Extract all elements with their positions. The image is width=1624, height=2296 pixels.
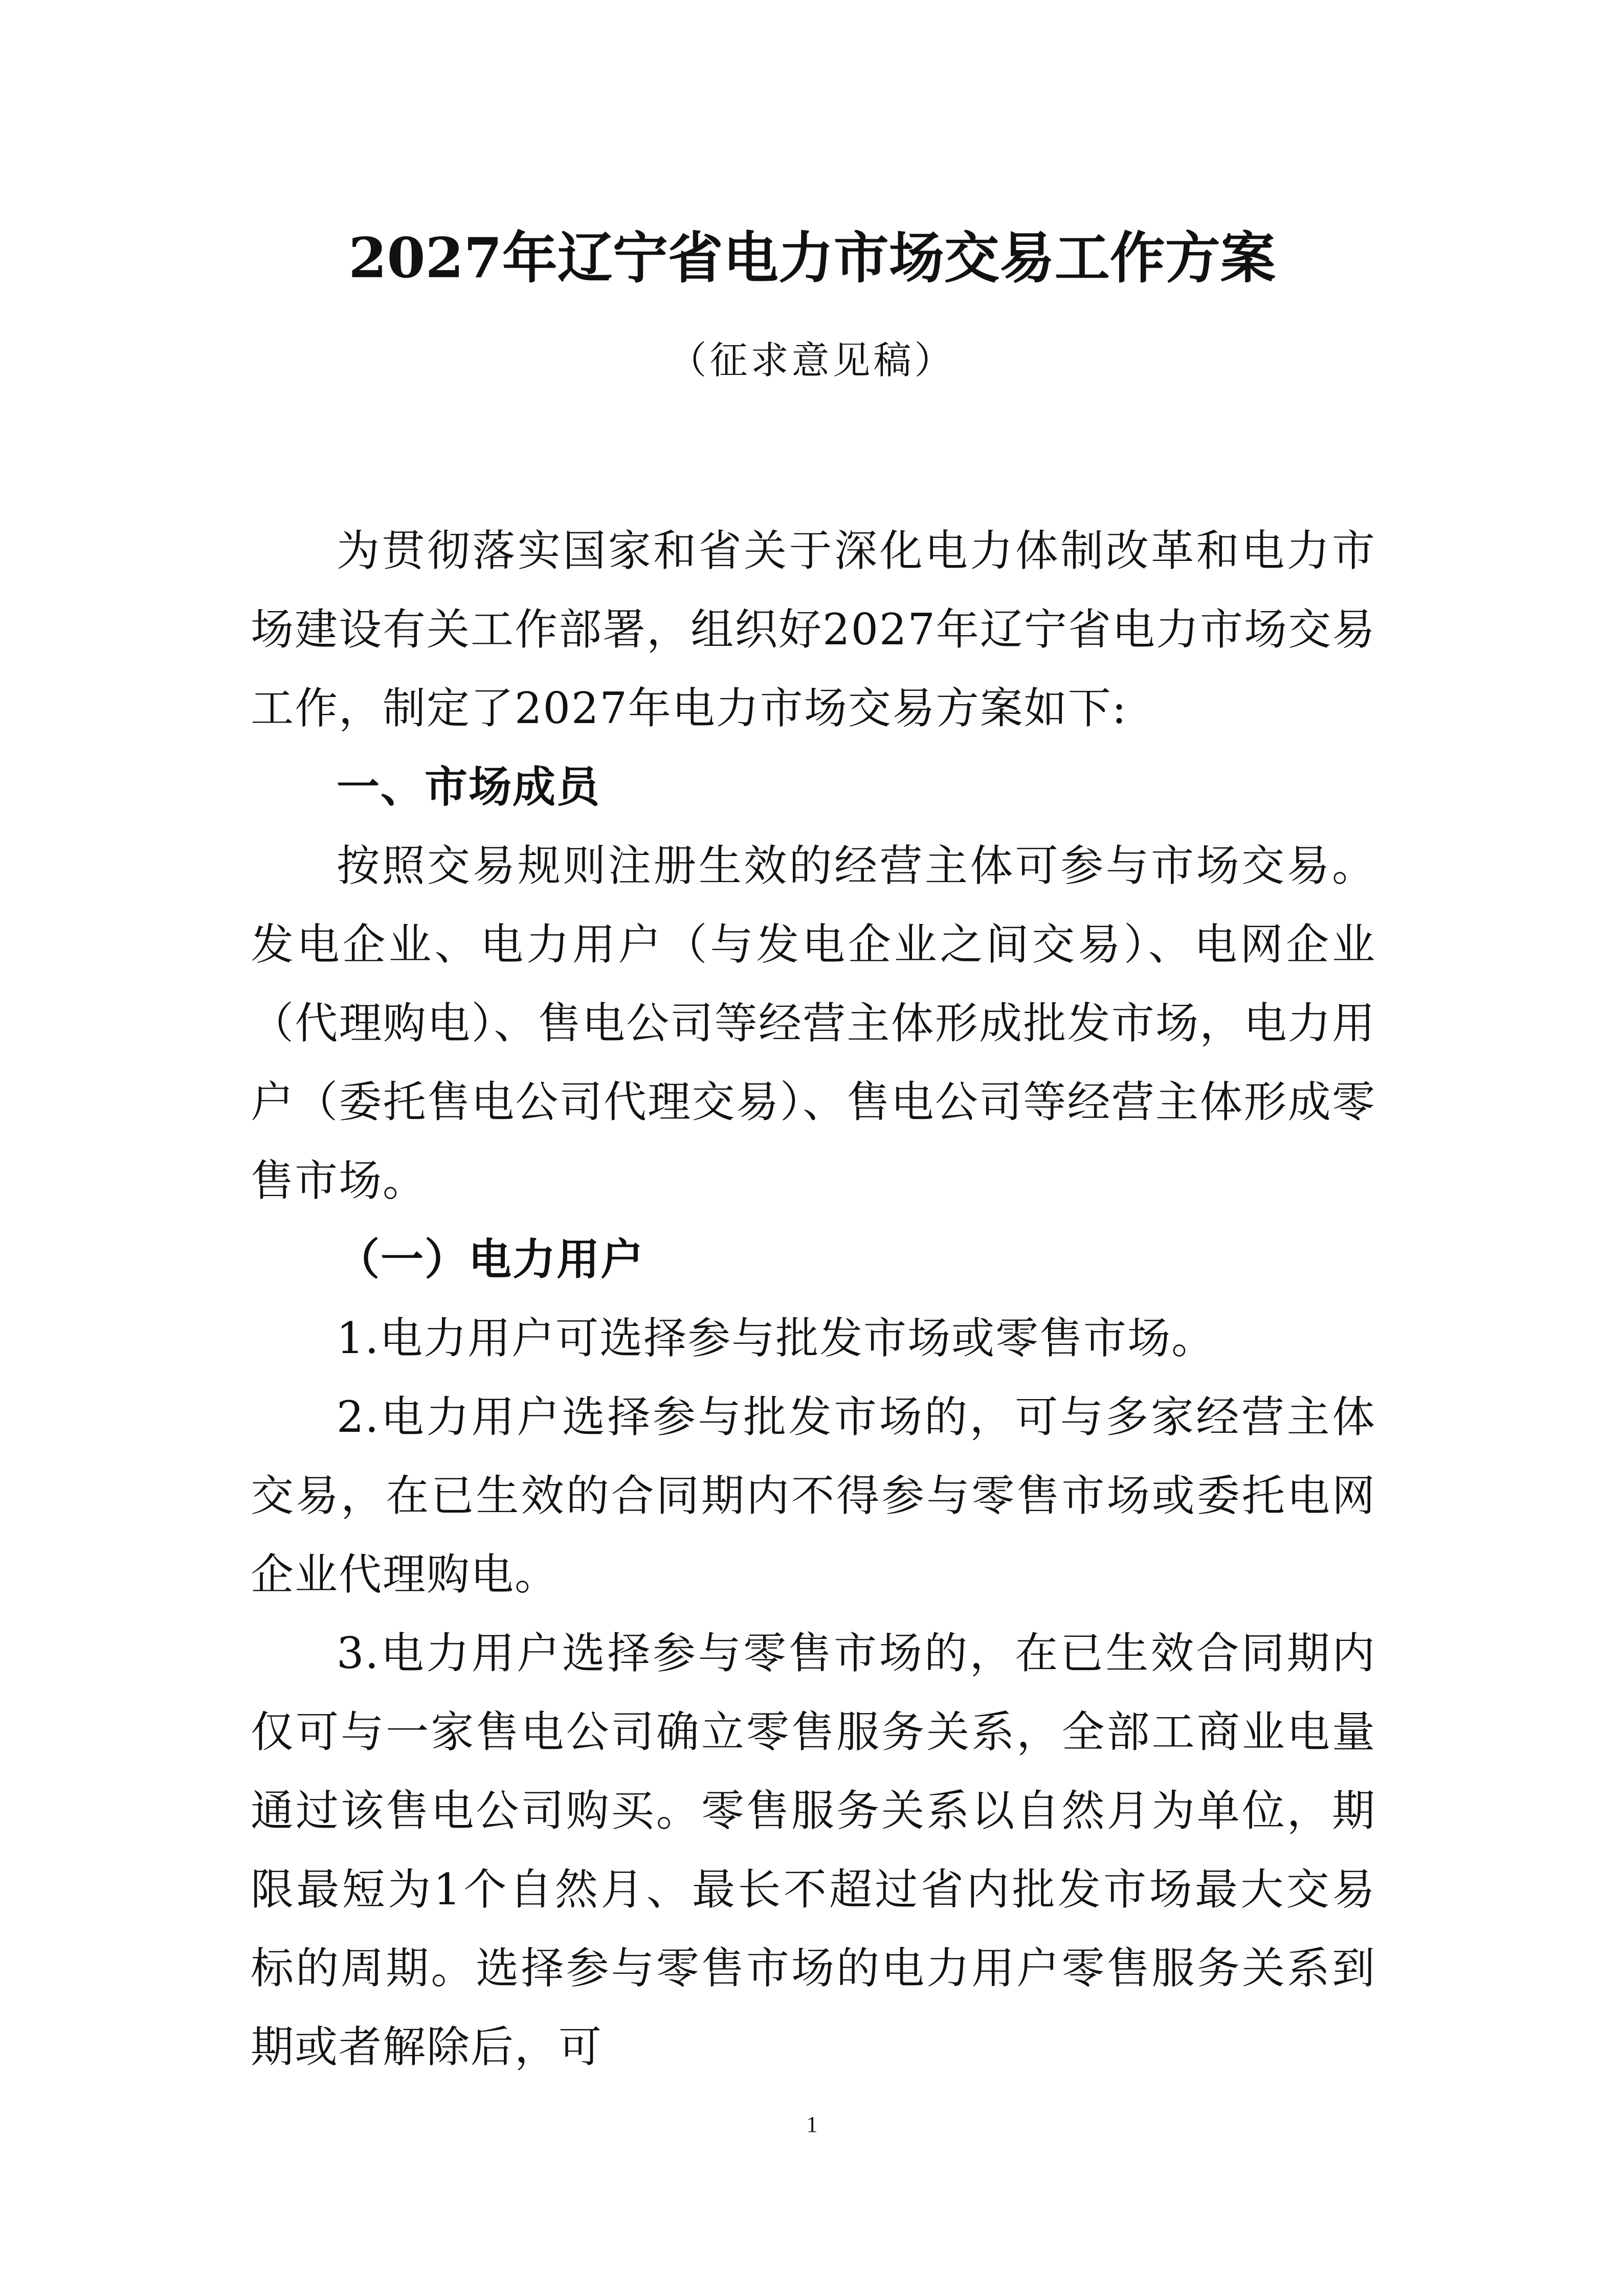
list-item-3: 3.电力用户选择参与零售市场的，在已生效合同期内仅可与一家售电公司确立零售服务关系，全部工商业电量通过该售电公司购买。零售服务关系以自然月为单位，期限最短为1个自然月、最长不超过省内批发市场最大交易标的周期。选择参与零售市场的电力用户零售服务关系到期或者解除后，可 bbox=[251, 1628, 1376, 2072]
market-members-paragraph: 按照交易规则注册生效的经营主体可参与市场交易。发电企业、电力用户（与发电企业之间交易）、电网企业（代理购电）、售电公司等经营主体形成批发市场，电力用户（委托售电公司代理交易）、售电公司等经营主体形成零售市场。 bbox=[251, 841, 1376, 1206]
document-body bbox=[251, 511, 1376, 2086]
intro-paragraph: 为贯彻落实国家和省关于深化电力体制改革和电力市场建设有关工作部署，组织好2027年辽宁省电力市场交易工作，制定了2027年电力市场交易方案如下: bbox=[251, 526, 1376, 733]
document-subtitle: （征求意见稿） bbox=[669, 339, 955, 382]
list-item-2: 2.电力用户选择参与批发市场的，可与多家经营主体交易，在已生效的合同期内不得参与零售市场或委托电网企业代理购电。 bbox=[251, 1392, 1376, 1600]
document-title: 2027年辽宁省电力市场交易工作方案 bbox=[348, 226, 1276, 290]
list-item-1: 1.电力用户可选择参与批发市场或零售市场。 bbox=[337, 1313, 1216, 1363]
subsection-heading-power-users: （一）电力用户 bbox=[337, 1234, 645, 1285]
page-number: 1 bbox=[806, 2112, 818, 2137]
section-heading-market-members: 一、市场成员 bbox=[337, 762, 601, 812]
